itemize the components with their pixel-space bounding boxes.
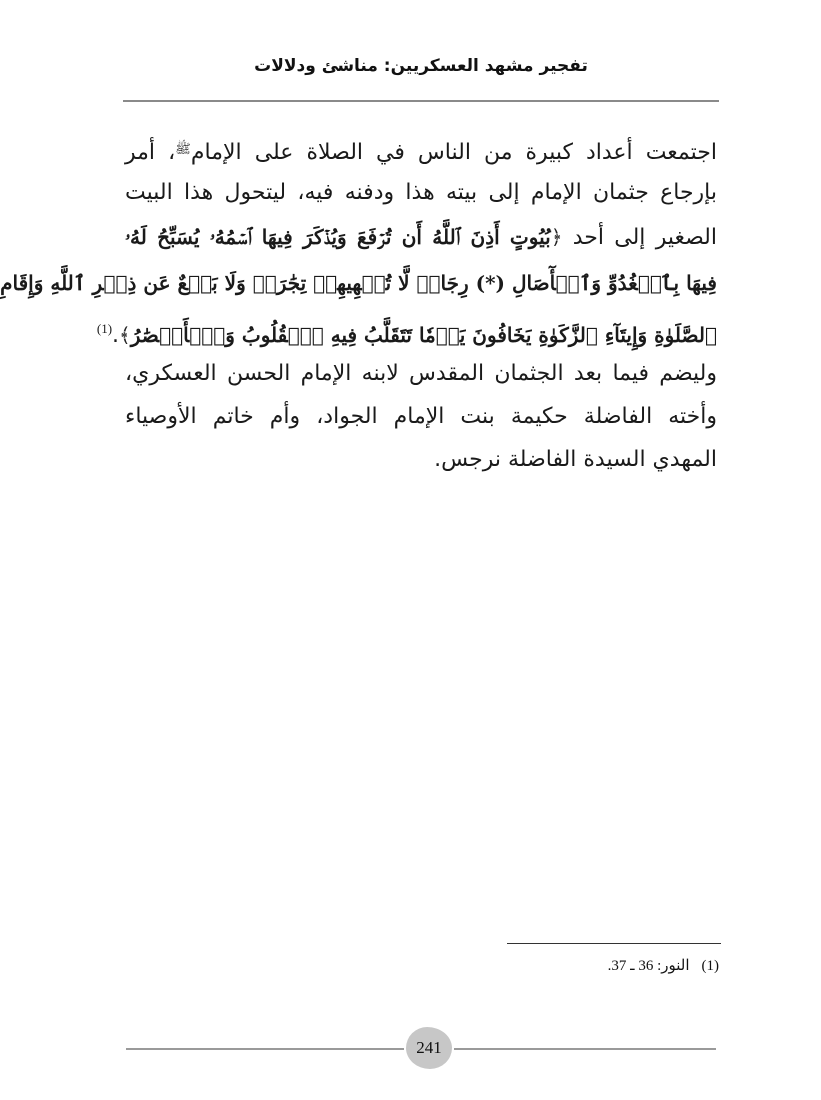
- line-1-tail: ، أمر: [125, 140, 176, 165]
- quran-open-bracket-icon: ﴿: [550, 225, 563, 249]
- page-number: 241: [416, 1038, 442, 1057]
- line-3-lead: الصغير إلى أحد: [562, 225, 717, 250]
- footnote: [501, 956, 719, 975]
- footer-rule-left: [126, 1048, 404, 1050]
- text-line-7: وأخته الفاضلة حكيمة بنت الإمام الجواد، وأم خاتم الأوصياء: [125, 404, 717, 429]
- quran-verse-part-1: بُيُوتٍ أَذِنَ ٱللَّهُ أَن تُرۡفَعَ وَيُذۡكَرَ فِيهَا ٱسۡمُهُۥ يُسَبِّحُ لَهُۥ: [125, 225, 551, 249]
- running-header-title: تفجير مشهد العسكريين: مناشئ ودلالات: [254, 56, 588, 76]
- main-paragraph: [0, 128, 717, 481]
- quran-verse-part-3: ٱلصَّلَوٰةِ وَإِيتَآءِ ٱلزَّكَوٰةِ يَخَافُونَ يَوۡمٗا تَتَقَلَّبُ فِيهِ ٱلۡقُلُوبُ وَٱلۡأَبۡصَٰرُ: [130, 323, 717, 347]
- quran-close-bracket-icon: ﴾: [119, 323, 131, 347]
- text-line-8: المهدي السيدة الفاضلة نرجس.: [434, 447, 717, 472]
- header-divider: [123, 100, 719, 102]
- footnote-number: (1): [701, 958, 719, 974]
- honorific-symbol: ﷺ: [175, 142, 191, 157]
- text-line-2: بإرجاع جثمان الإمام إلى بيته هذا ودفنه فيه، ليتحول هذا البيت: [125, 180, 717, 205]
- quran-verse-part-2: فِيهَا بِٱلۡغُدُوِّ وَٱلۡأٓصَالِ (*) رِجَالٞ لَّا تُلۡهِيهِمۡ تِجَٰرَةٞ وَلَا بَيۡعٌ عَن ذِكۡرِ ٱللَّهِ وَإِقَامِ: [0, 271, 717, 295]
- footnote-text: النور: 36 ـ 37.: [607, 958, 690, 974]
- text-line-1: [125, 128, 717, 171]
- line-1-text: اجتمعت أعداد كبيرة من الناس في الصلاة على الإمام: [190, 140, 717, 165]
- footnote-divider: [507, 943, 721, 944]
- line-5-period: .: [112, 323, 120, 348]
- footnote-reference[interactable]: (1): [96, 321, 113, 336]
- page-number-badge: [406, 1027, 452, 1069]
- text-line-6: وليضم فيما بعد الجثمان المقدس لابنه الإمام الحسن العسكري،: [125, 361, 717, 386]
- text-line-5: [96, 306, 717, 352]
- text-line-3: [125, 214, 717, 260]
- footer-rule-right: [454, 1048, 716, 1050]
